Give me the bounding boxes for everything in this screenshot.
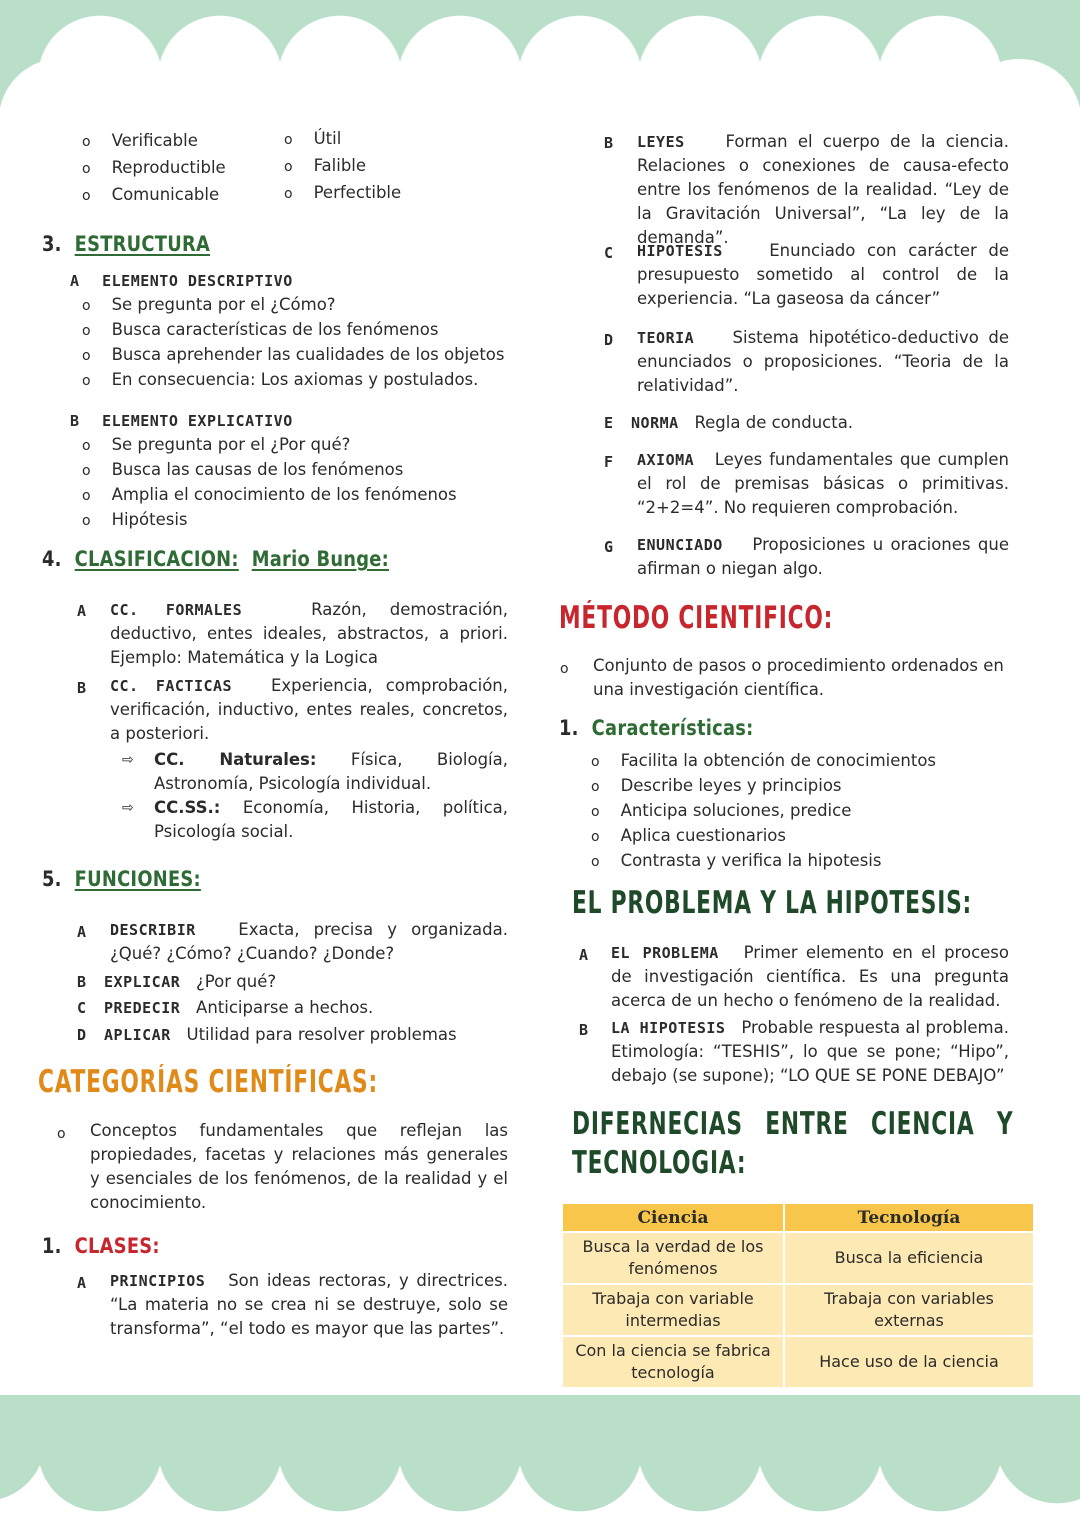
section-title: CLASES:	[74, 1234, 160, 1258]
item-term: HIPOTESIS	[637, 242, 723, 260]
clasificacion-sub-2	[154, 796, 508, 844]
table-row	[562, 1284, 1034, 1336]
item-term: AXIOMA	[637, 451, 695, 469]
estructura-b-heading	[70, 411, 293, 430]
list-item: Busca características de los fenómenos	[111, 320, 439, 339]
funciones-b	[77, 970, 276, 994]
def-b-letter	[604, 133, 613, 152]
top-list-left: o Verificable o Reproductible o Comunicable	[82, 131, 226, 204]
item-text: Utilidad para resolver problemas	[186, 1025, 457, 1044]
list-item: Facilita la obtención de conocimientos	[620, 751, 937, 770]
bullet: o	[57, 1126, 66, 1142]
def-hipotesis	[637, 239, 1009, 311]
table-cell: Hace uso de la ciencia	[784, 1336, 1034, 1388]
item-letter: B	[579, 1021, 589, 1039]
clasificacion-b	[110, 674, 508, 746]
estructura-b-list: o Se pregunta por el ¿Por qué? o Busca las causas de los fenómenos o Amplia el conocimiento de los fenómenos o Hipótesis	[82, 435, 457, 529]
section-title: FUNCIONES:	[74, 867, 201, 891]
item-text: Son ideas rectoras, y directrices. “La materia no se crea ni se destruye, solo se transforma”, “el todo es mayor que las partes”.	[110, 1271, 508, 1338]
item-text: Leyes fundamentales que cumplen el rol de premisas básicas o primitivas. “2+2=4”. No requieren comprobación.	[637, 450, 1009, 517]
list-item: Hipótesis	[111, 510, 188, 529]
heading-problema: EL PROBLEMA Y LA HIPOTESIS:	[572, 885, 973, 921]
item-text: Experiencia, comprobación, verificación, inductivo, entes reales, concretos, a posteriori.	[110, 676, 508, 743]
table-header-ciencia: Ciencia	[562, 1203, 784, 1232]
heading-diferencias-line2: TECNOLOGIA:	[572, 1145, 747, 1181]
heading-diferencias-line1: DIFERNECIAS ENTRE CIENCIA Y	[572, 1106, 1014, 1142]
item-letter: D	[604, 331, 614, 349]
table-header-row	[562, 1203, 1034, 1232]
list-item: Contrasta y verifica la hipotesis	[620, 851, 882, 870]
sub-term: CC. Naturales:	[154, 750, 317, 769]
section-number: 1.	[559, 716, 579, 740]
item-term: PRINCIPIOS	[110, 1272, 206, 1290]
item-term: PREDECIR	[104, 999, 181, 1017]
item-letter: A	[70, 272, 80, 290]
item-text: Forman el cuerpo de la ciencia. Relaciones o conexiones de causa-efecto entre los fenómenos de la realidad. “Ley de la Gravitación Universal”, “La ley de la demanda”.	[637, 132, 1009, 247]
section-number: 5.	[42, 867, 62, 891]
item-letter: G	[604, 538, 614, 556]
def-d-letter	[604, 330, 613, 349]
table-cell: Busca la eficiencia	[784, 1232, 1034, 1284]
funciones-c	[77, 996, 373, 1020]
heading-categorias: CATEGORÍAS CIENTÍFICAS:	[38, 1064, 378, 1100]
metodo-text: Conjunto de pasos o procedimiento ordenados en una investigación científica.	[593, 656, 1004, 699]
item-letter: B	[77, 973, 87, 991]
problema-a-letter	[579, 945, 588, 964]
item-letter: A	[77, 1274, 87, 1292]
def-teoria	[637, 326, 1009, 398]
estructura-a-heading	[70, 271, 293, 290]
item-text: Enunciado con carácter de presupuesto sometido al control de la experiencia. “La gaseosa da cáncer”	[637, 241, 1010, 308]
def-c-letter	[604, 243, 613, 262]
section-heading-estructura	[42, 232, 210, 256]
sub-text: Física, Biología, Astronomía, Psicología individual.	[154, 750, 508, 793]
item-term: NORMA	[631, 414, 679, 432]
item-term: ELEMENTO EXPLICATIVO	[102, 412, 293, 430]
item-letter: C	[77, 999, 87, 1017]
clases-a	[110, 1269, 508, 1341]
section-title: CLASIFICACION:	[74, 547, 239, 571]
list-item: Busca aprehender las cualidades de los objetos	[111, 345, 505, 364]
item-term: TEORIA	[637, 329, 695, 347]
item-term: EL PROBLEMA	[611, 944, 719, 962]
top-list-right: o Útil o Falible o Perfectible	[284, 129, 402, 202]
funciones-a-letter	[77, 922, 86, 941]
table-cell: Trabaja con variable intermedias	[562, 1284, 784, 1336]
section-heading-clases	[42, 1234, 160, 1258]
item-text: Sistema hipotético-deductivo de enunciados o proposiciones. “Teoria de la relatividad”.	[637, 328, 1010, 395]
clases-a-letter	[77, 1273, 86, 1292]
item-letter: A	[77, 602, 87, 620]
heading-metodo: MÉTODO CIENTIFICO:	[559, 600, 834, 636]
def-axioma	[637, 448, 1009, 520]
arrow-icon: ⇨	[122, 800, 134, 816]
item-term: LEYES	[637, 133, 685, 151]
section-title: ESTRUCTURA	[74, 232, 211, 256]
item-letter: A	[77, 923, 87, 941]
section-number: 4.	[42, 547, 62, 571]
funciones-d	[77, 1023, 457, 1047]
section-author: Mario Bunge:	[251, 547, 390, 571]
item-letter: B	[77, 679, 87, 697]
table-cell: Busca la verdad de los fenómenos	[562, 1232, 784, 1284]
item-term: ELEMENTO DESCRIPTIVO	[102, 272, 293, 290]
section-heading-caracteristicas	[559, 716, 754, 740]
arrow-icon: ⇨	[122, 752, 134, 768]
estructura-a-list: o Se pregunta por el ¿Cómo? o Busca características de los fenómenos o Busca aprehender las cualidades de los objetos o En consecuencia: Los axiomas y postulados.	[82, 295, 505, 389]
section-heading-funciones	[42, 867, 201, 891]
item-text: Proposiciones u oraciones que afirman o niegan algo.	[637, 535, 1009, 578]
problema-b	[611, 1016, 1009, 1088]
categorias-text: Conceptos fundamentales que reflejan las propiedades, facetas y relaciones más generales y esenciales de los fenómenos, de la realidad y el conocimiento.	[90, 1121, 508, 1212]
def-enunciado	[637, 533, 1009, 581]
clasificacion-sub-1	[154, 748, 508, 796]
list-item: Se pregunta por el ¿Cómo?	[111, 295, 336, 314]
list-item: Comunicable	[111, 185, 220, 204]
list-item: Anticipa soluciones, predice	[620, 801, 852, 820]
sub-text: Economía, Historia, política, Psicología social.	[154, 798, 508, 841]
item-term: LA HIPOTESIS	[611, 1019, 726, 1037]
section-number: 3.	[42, 232, 62, 256]
caracteristicas-list: o Facilita la obtención de conocimientos o Describe leyes y principios o Anticipa soluciones, predice o Aplica cuestionarios o Contrasta y verifica la hipotesis	[591, 751, 937, 870]
list-item: Amplia el conocimiento de los fenómenos	[111, 485, 457, 504]
item-term: EXPLICAR	[104, 973, 181, 991]
table-row	[562, 1336, 1034, 1388]
item-text: Primer elemento en el proceso de investigación científica. Es una pregunta acerca de un hecho o fenómeno de la realidad.	[611, 943, 1009, 1010]
clasificacion-a	[110, 598, 508, 670]
clasificacion-a-letter	[77, 601, 86, 620]
list-item: Se pregunta por el ¿Por qué?	[111, 435, 351, 454]
list-item: Aplica cuestionarios	[620, 826, 786, 845]
table-cell: Con la ciencia se fabrica tecnología	[562, 1336, 784, 1388]
item-letter: D	[77, 1026, 87, 1044]
item-term: CC. FACTICAS	[110, 677, 233, 695]
item-term: APLICAR	[104, 1026, 171, 1044]
item-text: Razón, demostración, deductivo, entes ideales, abstractos, a priori. Ejemplo: Matemática y la Logica	[110, 600, 508, 667]
section-title: Características:	[591, 716, 754, 740]
def-g-letter	[604, 537, 613, 556]
problema-b-letter	[579, 1020, 588, 1039]
item-letter: E	[604, 414, 614, 432]
table-row	[562, 1232, 1034, 1284]
list-item: Falible	[313, 156, 367, 175]
item-letter: A	[579, 946, 589, 964]
item-text: ¿Por qué?	[196, 972, 277, 991]
item-letter: B	[70, 412, 80, 430]
def-norma	[604, 411, 853, 435]
item-letter: B	[604, 134, 614, 152]
item-term: DESCRIBIR	[110, 921, 196, 939]
comparison-table	[561, 1202, 1035, 1389]
list-item: En consecuencia: Los axiomas y postulados.	[111, 370, 479, 389]
item-text: Regla de conducta.	[694, 413, 854, 432]
item-letter: F	[604, 453, 614, 471]
section-number: 1.	[42, 1234, 62, 1258]
bullet: o	[560, 661, 569, 677]
list-item: Perfectible	[313, 183, 402, 202]
item-term: ENUNCIADO	[637, 536, 723, 554]
problema-a	[611, 941, 1009, 1013]
list-item: Reproductible	[111, 158, 226, 177]
section-heading-clasificacion	[42, 547, 389, 571]
item-text: Anticiparse a hechos.	[196, 998, 374, 1017]
list-item: Útil	[313, 129, 342, 148]
list-item: Busca las causas de los fenómenos	[111, 460, 404, 479]
list-item: Verificable	[111, 131, 198, 150]
item-letter: C	[604, 244, 614, 262]
def-leyes	[637, 130, 1009, 250]
table-cell: Trabaja con variables externas	[784, 1284, 1034, 1336]
item-text: Exacta, precisa y organizada. ¿Qué? ¿Cómo? ¿Cuando? ¿Donde?	[110, 920, 508, 963]
def-f-letter	[604, 452, 613, 471]
funciones-a	[110, 918, 508, 966]
clasificacion-b-letter	[77, 678, 86, 697]
item-text: Probable respuesta al problema. Etimología: “TESHIS”, lo que se pone; “Hipo”, debajo (se supone); “LO QUE SE PONE DEBAJO”	[611, 1018, 1009, 1085]
table-header-tecnologia: Tecnología	[784, 1203, 1034, 1232]
list-item: Describe leyes y principios	[620, 776, 842, 795]
item-term: CC. FORMALES	[110, 601, 243, 619]
sub-term: CC.SS.:	[154, 798, 221, 817]
